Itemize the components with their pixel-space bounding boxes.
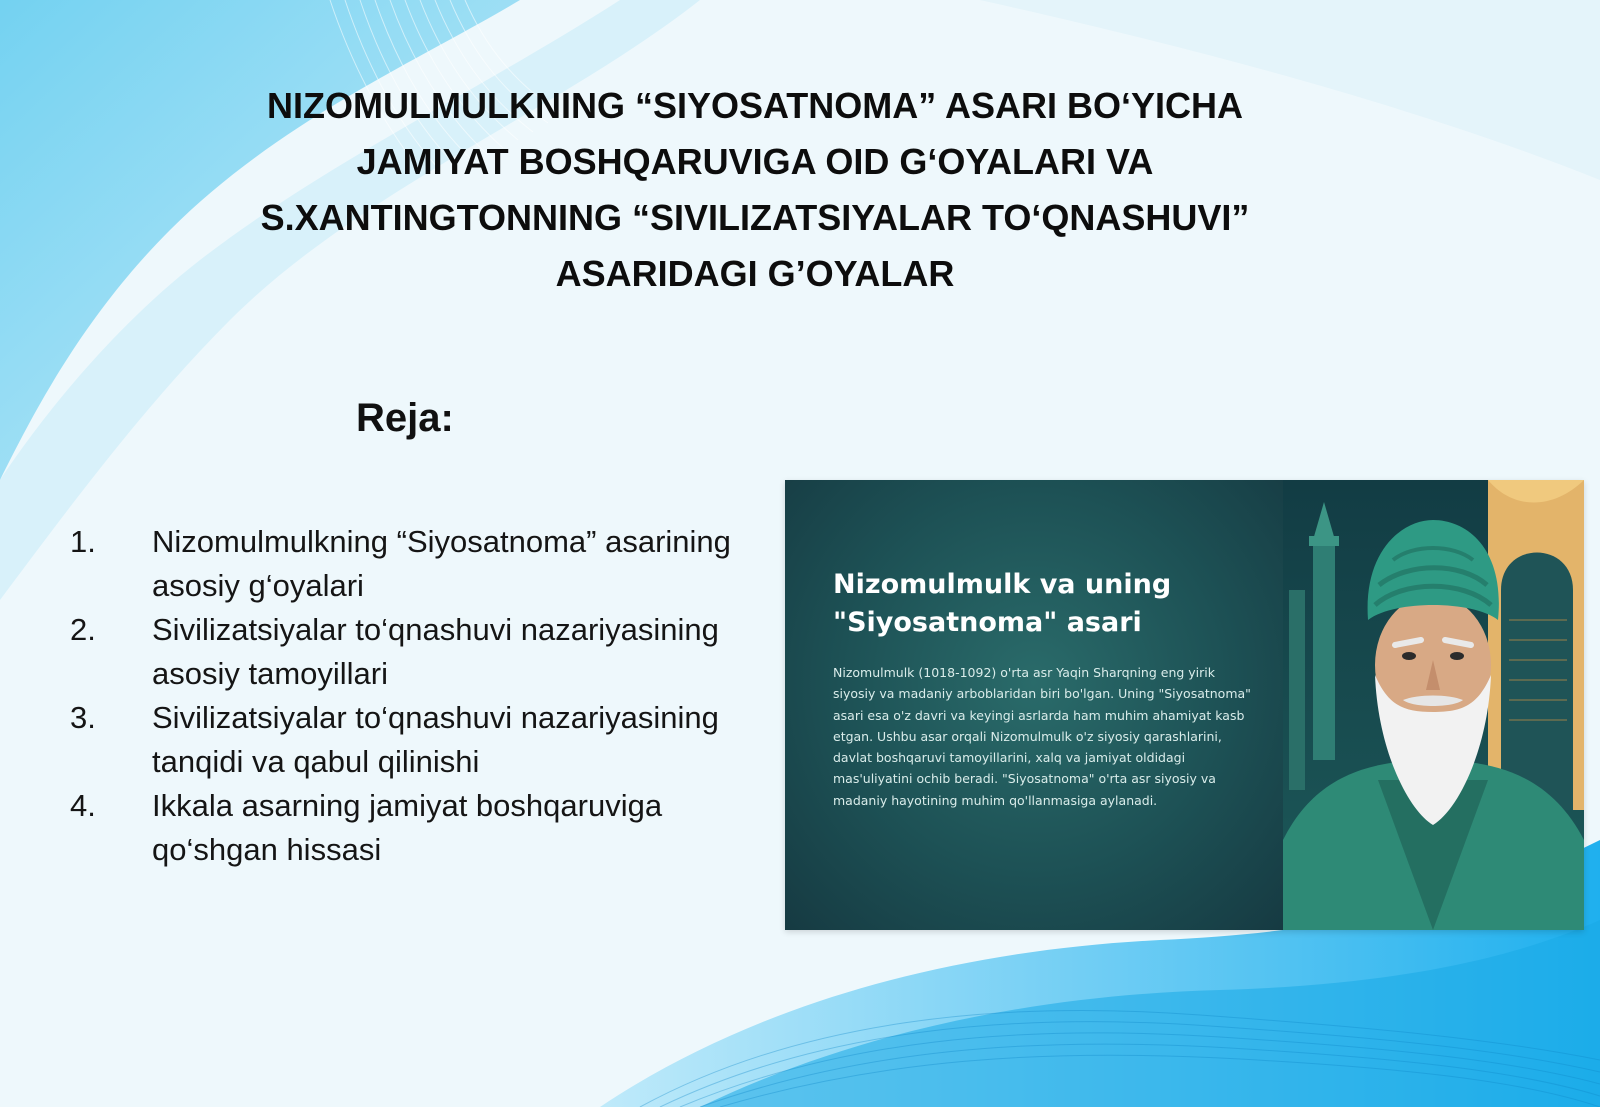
portrait-illustration <box>1283 480 1584 930</box>
info-card-image <box>785 480 1584 930</box>
slide-title-line-2: JAMIYAT BOSHQARUVIGA OID G‘OYALARI VA <box>356 141 1154 182</box>
plan-item-number: 4. <box>70 788 96 823</box>
info-card-text-panel <box>785 480 1283 930</box>
slide-title-line-1: NIZOMULMULKNING “SIYOSATNOMA” ASARI BO‘YICHA <box>267 85 1243 126</box>
plan-item-number: 1. <box>70 524 96 559</box>
plan-list <box>68 520 748 872</box>
plan-heading: Reja: <box>356 396 454 440</box>
plan-item-number: 2. <box>70 612 96 647</box>
info-card-title: Nizomulmulk va uning "Siyosatnoma" asari <box>833 569 1172 638</box>
slide-title-line-4: ASARIDAGI G’OYALAR <box>555 253 955 294</box>
plan-item <box>68 520 748 608</box>
plan-item <box>68 696 748 784</box>
plan-item <box>68 784 748 872</box>
plan-item-text: Sivilizatsiyalar to‘qnashuvi nazariyasining asosiy tamoyillari <box>152 612 719 691</box>
plan-item-text: Sivilizatsiyalar to‘qnashuvi nazariyasining tanqidi va qabul qilinishi <box>152 700 719 779</box>
slide-title-line-3: S.XANTINGTONNING “SIVILIZATSIYALAR TO‘QNASHUVI” <box>260 197 1250 238</box>
plan-item-number: 3. <box>70 700 96 735</box>
slide-title <box>160 78 1350 302</box>
plan-item <box>68 608 748 696</box>
info-card-body: Nizomulmulk (1018-1092) o'rta asr Yaqin Sharqning eng yirik siyosiy va madaniy arboblaridan biri bo'lgan. Uning "Siyosatnoma" asari esa o'z davri va keyingi asrlarda ham muhim ahamiyat kasb etgan. Ushbu asar orqali Nizomulmulk o'z siyosiy qarashlarini, davlat boshqaruvi tamoyillarini, xalq va jamiyat oldidagi mas'uliyatini ochib beradi. "Siyosatnoma" o'rta asr siyosiy va madaniy hayotining muhim qo'llanmasiga aylanadi. <box>833 665 1251 808</box>
plan-item-text: Nizomulmulkning “Siyosatnoma” asarining asosiy g‘oyalari <box>152 524 731 603</box>
plan-item-text: Ikkala asarning jamiyat boshqaruviga qo‘shgan hissasi <box>152 788 663 867</box>
